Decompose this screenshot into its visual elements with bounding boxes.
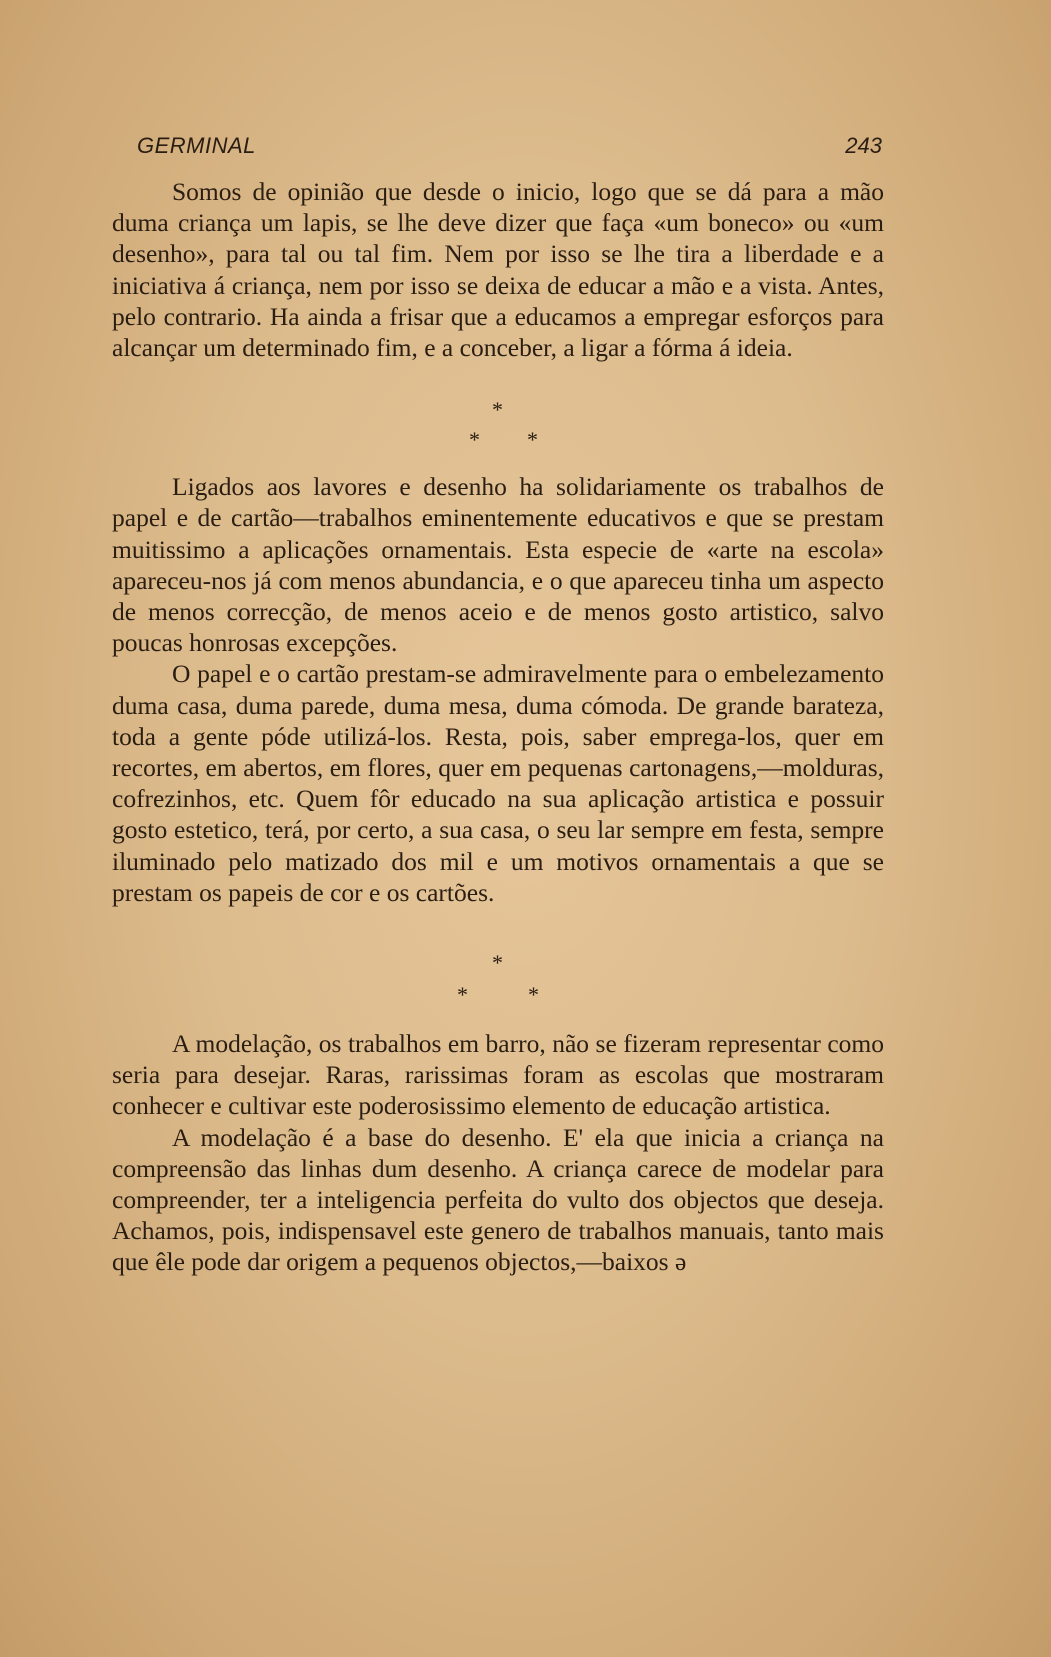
paragraph: A modelação é a base do desenho. E' ela que inicia a criança na compreensão das linhas dum desenho. A criança carece de modelar para compreender, ter a inteligencia perfeita do vulto dos objectos que deseja. Achamos, pois, indispensavel este genero de trabalhos manuais, tanto mais que êle pode dar origem a pequenos objectos,—baixos ə <box>112 1122 884 1277</box>
page-header <box>137 133 882 163</box>
paragraph: O papel e o cartão prestam-se admiravelmente para o embelezamento duma casa, duma parede, duma mesa, duma cómoda. De grande barateza, toda a gente póde utilizá-los. Resta, pois, saber emprega-los, quer em recortes, em abertos, em flores, quer em pequenas cartonagens,—molduras, cofrezinhos, etc. Quem fôr educado na sua aplicação artistica e possuir gosto estetico, terá, por certo, a sua casa, o seu lar sempre em festa, sempre iluminado pelo matizado dos mil e um motivos ornamentais a que se prestam os papeis de cor e os cartões. <box>112 659 884 907</box>
paragraph: Somos de opinião que desde o inicio, logo que se dá para a mão duma criança um lapis, se lhe deve dizer que faça «um boneco» ou «um desenho», para tal ou tal fim. Nem por isso se lhe tira a liberdade e a iniciativa á criança, nem por isso se deixa de educar a mão e a vista. Antes, pelo contrario. Ha ainda a frisar que a educamos a empregar esforços para alcançar um determinado fim, e a conceber, a ligar a fórma á ideia. <box>112 177 884 363</box>
running-title: GERMINAL <box>137 133 256 158</box>
page-number: 243 <box>845 133 882 158</box>
asterisk-icon: * <box>492 950 503 976</box>
asterisk-icon: * <box>528 982 539 1008</box>
asterisk-icon: * <box>457 982 468 1008</box>
asterisk-icon: * <box>527 427 538 453</box>
paragraph: A modelação, os trabalhos em barro, não se fizeram representar como seria para desejar. Raras, rarissimas foram as escolas que mostraram conhecer e cultivar este poderosissimo elemento de educação artistica. <box>112 1029 884 1121</box>
section-separator <box>112 363 884 471</box>
paragraph: Ligados aos lavores e desenho ha solidariamente os trabalhos de papel e de cartão—trabalhos eminentemente educativos e que se prestam muitissimo a aplicações ornamentais. Esta especie de «arte na escola» apareceu-nos já com menos abundancia, e o que apareceu tinha um aspecto de menos correcção, de menos aceio e de menos gosto artistico, salvo poucas honrosas excepções. <box>112 472 884 658</box>
body-text <box>112 176 884 1278</box>
asterisk-icon: * <box>469 427 480 453</box>
section-separator <box>112 908 884 1028</box>
asterisk-icon: * <box>492 397 503 423</box>
